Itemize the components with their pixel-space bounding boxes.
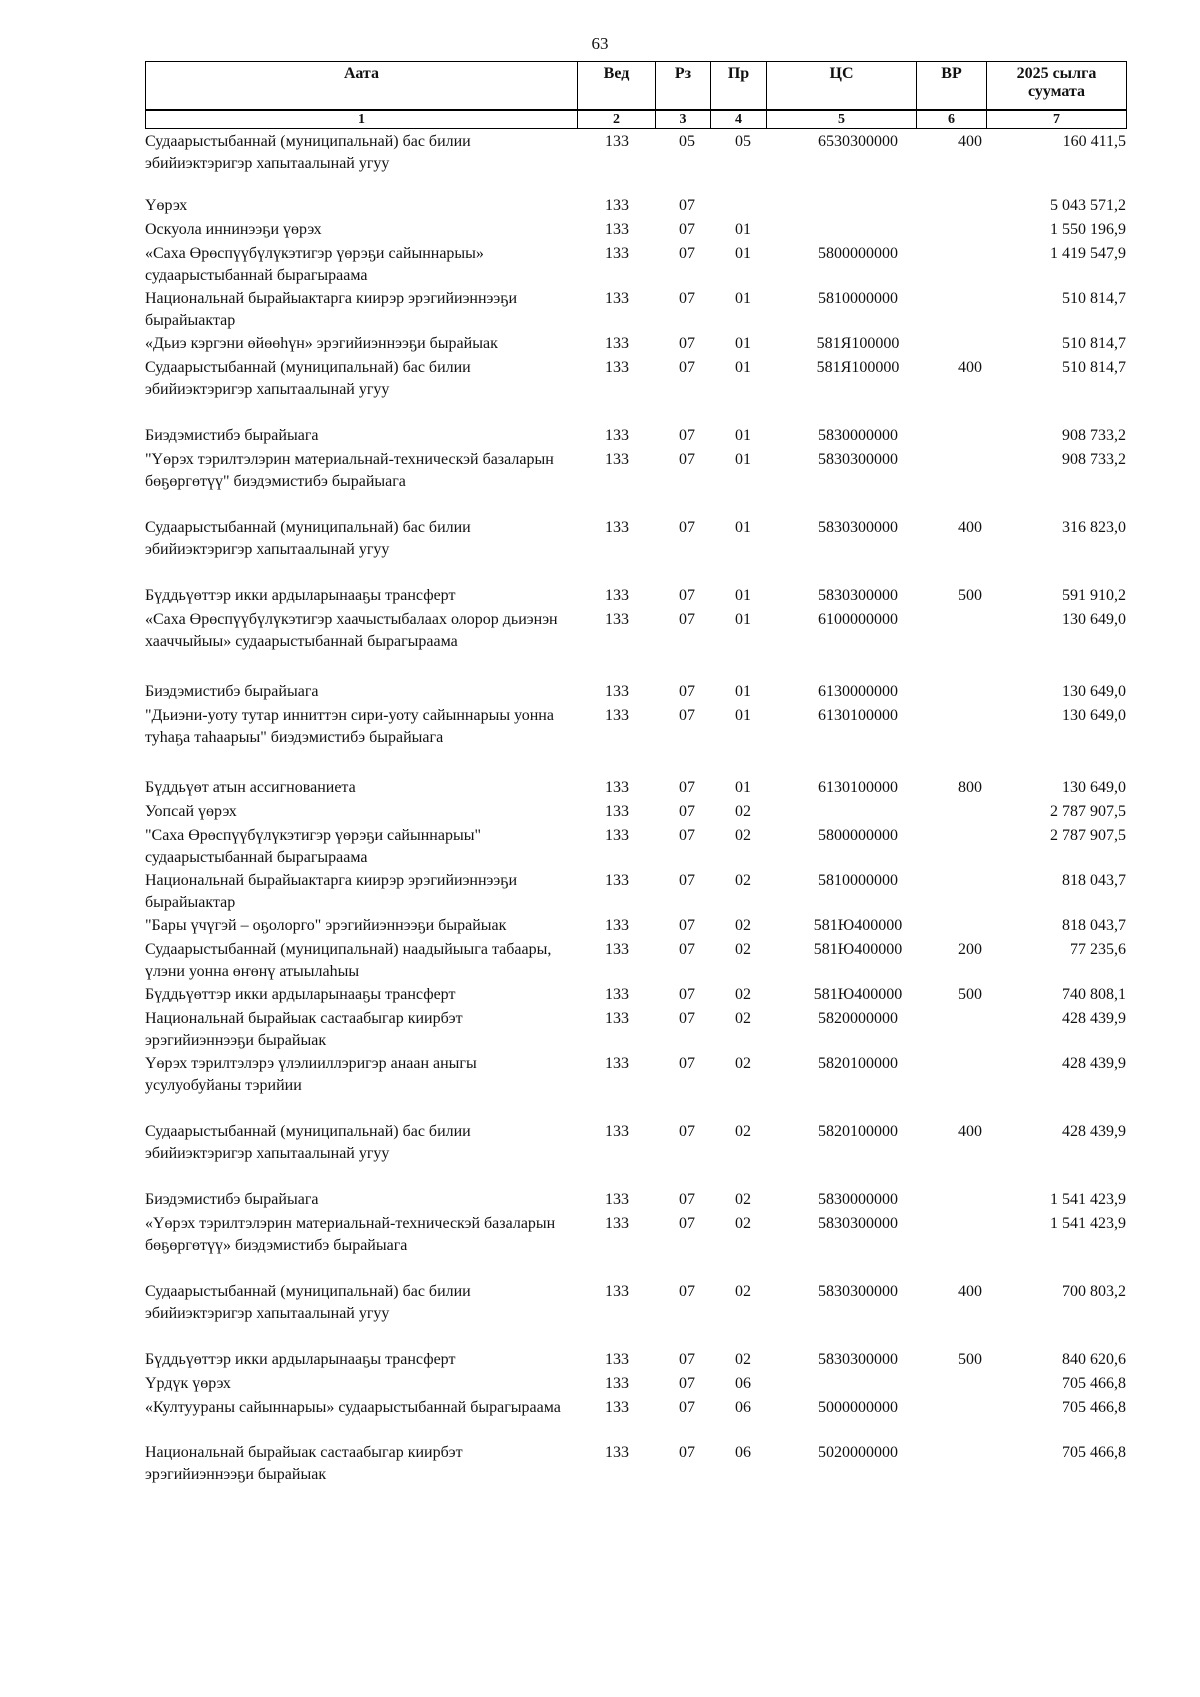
cell-rz: 07 bbox=[679, 221, 695, 238]
cell-cs: 5820100000 bbox=[818, 1055, 898, 1072]
cell-name: «Саха Өрөспүүбүлүкэтигэр хаачыстыбалаах олорор дьиэнэн хааччыйыы» судаарыстыбаннай бырагыраама bbox=[145, 611, 558, 650]
cell-ved: 133 bbox=[605, 451, 629, 468]
cell-rz: 07 bbox=[679, 290, 695, 307]
table-row bbox=[145, 939, 1126, 983]
header-num-4: 4 bbox=[711, 110, 767, 129]
cell-vr: 500 bbox=[958, 587, 982, 604]
cell-rz: 07 bbox=[679, 245, 695, 262]
cell-pr: 01 bbox=[735, 335, 751, 352]
cell-pr: 01 bbox=[735, 245, 751, 262]
cell-ved: 133 bbox=[605, 519, 629, 536]
table-row bbox=[145, 870, 1126, 914]
cell-pr: 06 bbox=[735, 1399, 751, 1416]
cell-pr: 01 bbox=[735, 519, 751, 536]
cell-pr: 01 bbox=[735, 611, 751, 628]
cell-rz: 07 bbox=[679, 359, 695, 376]
cell-ved: 133 bbox=[605, 1191, 629, 1208]
cell-sum: 818 043,7 bbox=[1062, 917, 1126, 934]
cell-pr: 01 bbox=[735, 683, 751, 700]
cell-ved: 133 bbox=[605, 803, 629, 820]
cell-ved: 133 bbox=[605, 611, 629, 628]
table-row bbox=[145, 1189, 1126, 1211]
cell-pr: 02 bbox=[735, 1215, 751, 1232]
cell-cs: 5800000000 bbox=[818, 245, 898, 262]
cell-vr: 400 bbox=[958, 1283, 982, 1300]
cell-name: Үөрэх тэрилтэлэрэ үлэлииллэригэр анаан аныгы усулуобуйаны тэрийии bbox=[145, 1055, 477, 1094]
cell-rz: 07 bbox=[679, 197, 695, 214]
cell-rz: 07 bbox=[679, 611, 695, 628]
table-row bbox=[145, 609, 1126, 653]
cell-ved: 133 bbox=[605, 872, 629, 889]
cell-pr: 02 bbox=[735, 1351, 751, 1368]
cell-pr: 02 bbox=[735, 1010, 751, 1027]
cell-rz: 07 bbox=[679, 1444, 695, 1461]
cell-ved: 133 bbox=[605, 1351, 629, 1368]
cell-sum: 591 910,2 bbox=[1062, 587, 1126, 604]
cell-pr: 06 bbox=[735, 1375, 751, 1392]
cell-name: Бүддьүөт атын ассигнованиета bbox=[145, 779, 356, 796]
cell-rz: 07 bbox=[679, 707, 695, 724]
cell-ved: 133 bbox=[605, 683, 629, 700]
cell-ved: 133 bbox=[605, 359, 629, 376]
cell-cs: 5830300000 bbox=[818, 1283, 898, 1300]
cell-rz: 07 bbox=[679, 1215, 695, 1232]
cell-ved: 133 bbox=[605, 941, 629, 958]
table-row bbox=[145, 1281, 1126, 1325]
cell-sum: 818 043,7 bbox=[1062, 872, 1126, 889]
cell-ved: 133 bbox=[605, 779, 629, 796]
cell-cs: 6100000000 bbox=[818, 611, 898, 628]
cell-name: Бүддьүөттэр икки ардыларынааҕы трансферт bbox=[145, 986, 456, 1003]
cell-pr: 02 bbox=[735, 941, 751, 958]
cell-cs: 5820000000 bbox=[818, 1010, 898, 1027]
header-ved: Вед bbox=[578, 62, 656, 111]
table-row bbox=[145, 1053, 1126, 1097]
cell-name: «Култуураны сайыннарыы» судаарыстыбаннай бырагыраама bbox=[145, 1399, 561, 1416]
cell-rz: 07 bbox=[679, 1055, 695, 1072]
header-vr: ВР bbox=[917, 62, 987, 111]
cell-rz: 07 bbox=[679, 1351, 695, 1368]
cell-pr: 01 bbox=[735, 451, 751, 468]
cell-name: Бүддьүөттэр икки ардыларынааҕы трансферт bbox=[145, 1351, 456, 1368]
cell-vr: 400 bbox=[958, 519, 982, 536]
cell-vr: 400 bbox=[958, 359, 982, 376]
table-row bbox=[145, 1349, 1126, 1371]
cell-ved: 133 bbox=[605, 245, 629, 262]
cell-pr: 02 bbox=[735, 1191, 751, 1208]
cell-sum: 2 787 907,5 bbox=[1050, 827, 1126, 844]
cell-cs: 581Я100000 bbox=[816, 335, 900, 352]
cell-cs: 5020000000 bbox=[818, 1444, 898, 1461]
table-row bbox=[145, 357, 1126, 401]
cell-name: "Дьиэни-уоту тутар инниттэн сири-уоту сайыннарыы уонна туһаҕа таһаарыы" биэдэмистибэ бырайыага bbox=[145, 707, 554, 746]
header-pr: Пр bbox=[711, 62, 767, 111]
cell-ved: 133 bbox=[605, 827, 629, 844]
cell-pr: 01 bbox=[735, 221, 751, 238]
cell-name: Национальнай бырайыактарга киирэр эрэгийиэннээҕи бырайыактар bbox=[145, 872, 518, 911]
cell-ved: 133 bbox=[605, 917, 629, 934]
cell-ved: 133 bbox=[605, 1444, 629, 1461]
cell-sum: 5 043 571,2 bbox=[1050, 197, 1126, 214]
cell-name: Судаарыстыбаннай (муниципальнай) бас билии эбийиэктэригэр хапытаалынай угуу bbox=[145, 1283, 471, 1322]
cell-ved: 133 bbox=[605, 986, 629, 1003]
cell-rz: 07 bbox=[679, 1010, 695, 1027]
cell-sum: 316 823,0 bbox=[1062, 519, 1126, 536]
cell-name: "Саха Өрөспүүбүлүкэтигэр үөрэҕи сайыннарыы" судаарыстыбаннай бырагыраама bbox=[145, 827, 481, 866]
cell-sum: 700 803,2 bbox=[1062, 1283, 1126, 1300]
header-name: Аата bbox=[146, 62, 578, 111]
cell-cs: 5830300000 bbox=[818, 587, 898, 604]
cell-sum: 908 733,2 bbox=[1062, 427, 1126, 444]
cell-cs: 6530300000 bbox=[818, 133, 898, 150]
cell-pr: 01 bbox=[735, 427, 751, 444]
cell-sum: 130 649,0 bbox=[1062, 707, 1126, 724]
cell-name: Оскуола иннинээҕи үөрэх bbox=[145, 221, 322, 238]
cell-rz: 07 bbox=[679, 427, 695, 444]
table-row bbox=[145, 681, 1126, 703]
table-row bbox=[145, 1008, 1126, 1052]
cell-name: Судаарыстыбаннай (муниципальнай) наадыйыыга табаары, үлэни уонна өҥөнү атыылаһыы bbox=[145, 941, 552, 980]
cell-ved: 133 bbox=[605, 1215, 629, 1232]
cell-pr: 05 bbox=[735, 133, 751, 150]
cell-vr: 400 bbox=[958, 1123, 982, 1140]
cell-rz: 07 bbox=[679, 779, 695, 796]
cell-rz: 07 bbox=[679, 335, 695, 352]
cell-cs: 5830300000 bbox=[818, 1351, 898, 1368]
cell-name: Судаарыстыбаннай (муниципальнай) бас билии эбийиэктэригэр хапытаалынай угуу bbox=[145, 133, 471, 172]
cell-name: Биэдэмистибэ бырайыага bbox=[145, 427, 319, 444]
table-row bbox=[145, 195, 1126, 217]
cell-pr: 02 bbox=[735, 1123, 751, 1140]
cell-pr: 01 bbox=[735, 290, 751, 307]
header-cs: ЦС bbox=[767, 62, 917, 111]
cell-ved: 133 bbox=[605, 1399, 629, 1416]
cell-name: Судаарыстыбаннай (муниципальнай) бас билии эбийиэктэригэр хапытаалынай угуу bbox=[145, 1123, 471, 1162]
cell-rz: 07 bbox=[679, 803, 695, 820]
cell-cs: 5830300000 bbox=[818, 451, 898, 468]
header-num-7: 7 bbox=[987, 110, 1127, 129]
cell-pr: 02 bbox=[735, 1055, 751, 1072]
cell-rz: 07 bbox=[679, 1123, 695, 1140]
cell-cs: 581Ю400000 bbox=[813, 941, 903, 958]
cell-cs: 581Я100000 bbox=[816, 359, 900, 376]
cell-sum: 510 814,7 bbox=[1062, 290, 1126, 307]
table-row bbox=[145, 585, 1126, 607]
cell-rz: 07 bbox=[679, 519, 695, 536]
cell-ved: 133 bbox=[605, 335, 629, 352]
cell-sum: 130 649,0 bbox=[1062, 779, 1126, 796]
cell-pr: 02 bbox=[735, 917, 751, 934]
cell-name: Судаарыстыбаннай (муниципальнай) бас билии эбийиэктэригэр хапытаалынай угуу bbox=[145, 519, 471, 558]
cell-sum: 1 419 547,9 bbox=[1050, 245, 1126, 262]
table-row bbox=[145, 915, 1126, 937]
cell-sum: 840 620,6 bbox=[1062, 1351, 1126, 1368]
cell-name: "Бары үчүгэй – оҕолорго" эрэгийиэннээҕи бырайыак bbox=[145, 917, 507, 934]
table-row bbox=[145, 449, 1126, 493]
header-num-6: 6 bbox=[917, 110, 987, 129]
cell-sum: 428 439,9 bbox=[1062, 1123, 1126, 1140]
cell-name: «Үөрэх тэрилтэлэрин материальнай-техническэй базаларын бөҕөргөтүү» биэдэмистибэ бырайыага bbox=[145, 1215, 556, 1254]
cell-rz: 07 bbox=[679, 1399, 695, 1416]
table-row bbox=[145, 825, 1126, 869]
cell-cs: 6130100000 bbox=[818, 707, 898, 724]
cell-name: Национальнай бырайыактарга киирэр эрэгийиэннээҕи бырайыактар bbox=[145, 290, 518, 329]
cell-cs: 5820100000 bbox=[818, 1123, 898, 1140]
cell-ved: 133 bbox=[605, 1055, 629, 1072]
cell-cs: 581Ю400000 bbox=[813, 986, 903, 1003]
cell-cs: 5830000000 bbox=[818, 427, 898, 444]
cell-name: «Саха Өрөспүүбүлүкэтигэр үөрэҕи сайыннарыы» судаарыстыбаннай бырагыраама bbox=[145, 245, 484, 284]
table-row bbox=[145, 1442, 1126, 1486]
table-row bbox=[145, 705, 1126, 749]
cell-ved: 133 bbox=[605, 290, 629, 307]
cell-ved: 133 bbox=[605, 221, 629, 238]
cell-sum: 160 411,5 bbox=[1062, 133, 1126, 150]
table-row bbox=[145, 333, 1126, 355]
cell-sum: 1 541 423,9 bbox=[1050, 1191, 1126, 1208]
table-row bbox=[145, 517, 1126, 561]
table-row bbox=[145, 219, 1126, 241]
cell-cs: 5830000000 bbox=[818, 1191, 898, 1208]
cell-sum: 77 235,6 bbox=[1070, 941, 1126, 958]
cell-pr: 01 bbox=[735, 779, 751, 796]
cell-cs: 5800000000 bbox=[818, 827, 898, 844]
table-row bbox=[145, 1213, 1126, 1257]
table-row bbox=[145, 1373, 1126, 1395]
cell-pr: 02 bbox=[735, 827, 751, 844]
cell-name: Биэдэмистибэ бырайыага bbox=[145, 683, 319, 700]
cell-cs: 5810000000 bbox=[818, 290, 898, 307]
cell-cs: 5830300000 bbox=[818, 519, 898, 536]
table-header bbox=[145, 61, 1127, 129]
cell-ved: 133 bbox=[605, 707, 629, 724]
cell-pr: 02 bbox=[735, 1283, 751, 1300]
cell-rz: 07 bbox=[679, 827, 695, 844]
header-rz: Рз bbox=[656, 62, 711, 111]
cell-name: Судаарыстыбаннай (муниципальнай) бас билии эбийиэктэригэр хапытаалынай угуу bbox=[145, 359, 471, 398]
table-row bbox=[145, 984, 1126, 1006]
cell-name: Национальнай бырайыак састаабыгар киирбэт эрэгийиэннээҕи бырайыак bbox=[145, 1444, 463, 1483]
cell-rz: 07 bbox=[679, 917, 695, 934]
cell-name: "Үөрэх тэрилтэлэрин материальнай-техническэй базаларын бөҕөргөтүү" биэдэмистибэ бырайыага bbox=[145, 451, 554, 490]
cell-sum: 130 649,0 bbox=[1062, 611, 1126, 628]
cell-rz: 07 bbox=[679, 451, 695, 468]
cell-pr: 01 bbox=[735, 587, 751, 604]
header-num-1: 1 bbox=[146, 110, 578, 129]
cell-ved: 133 bbox=[605, 1375, 629, 1392]
cell-sum: 908 733,2 bbox=[1062, 451, 1126, 468]
cell-vr: 200 bbox=[958, 941, 982, 958]
cell-sum: 1 550 196,9 bbox=[1050, 221, 1126, 238]
cell-cs: 5810000000 bbox=[818, 872, 898, 889]
cell-cs: 5000000000 bbox=[818, 1399, 898, 1416]
cell-vr: 400 bbox=[958, 133, 982, 150]
cell-rz: 07 bbox=[679, 1283, 695, 1300]
cell-rz: 07 bbox=[679, 941, 695, 958]
cell-name: Үрдүк үөрэх bbox=[145, 1375, 231, 1392]
cell-sum: 705 466,8 bbox=[1062, 1399, 1126, 1416]
cell-vr: 500 bbox=[958, 1351, 982, 1368]
cell-pr: 01 bbox=[735, 707, 751, 724]
cell-pr: 02 bbox=[735, 986, 751, 1003]
table-row bbox=[145, 243, 1126, 287]
cell-rz: 07 bbox=[679, 1191, 695, 1208]
cell-rz: 07 bbox=[679, 683, 695, 700]
cell-rz: 07 bbox=[679, 872, 695, 889]
cell-pr: 06 bbox=[735, 1444, 751, 1461]
cell-name: «Дьиэ кэргэни өйөөһүн» эрэгийиэннээҕи бырайыак bbox=[145, 335, 498, 352]
cell-sum: 705 466,8 bbox=[1062, 1444, 1126, 1461]
cell-ved: 133 bbox=[605, 1283, 629, 1300]
cell-pr: 02 bbox=[735, 872, 751, 889]
header-num-2: 2 bbox=[578, 110, 656, 129]
table-row bbox=[145, 801, 1126, 823]
cell-ved: 133 bbox=[605, 133, 629, 150]
cell-rz: 07 bbox=[679, 1375, 695, 1392]
cell-sum: 510 814,7 bbox=[1062, 359, 1126, 376]
table-row bbox=[145, 1397, 1126, 1419]
cell-name: Уопсай үөрэх bbox=[145, 803, 237, 820]
cell-name: Биэдэмистибэ бырайыага bbox=[145, 1191, 319, 1208]
cell-ved: 133 bbox=[605, 1123, 629, 1140]
cell-sum: 1 541 423,9 bbox=[1050, 1215, 1126, 1232]
cell-pr: 01 bbox=[735, 359, 751, 376]
cell-sum: 428 439,9 bbox=[1062, 1010, 1126, 1027]
cell-sum: 2 787 907,5 bbox=[1050, 803, 1126, 820]
cell-cs: 6130100000 bbox=[818, 779, 898, 796]
cell-rz: 05 bbox=[679, 133, 695, 150]
cell-cs: 5830300000 bbox=[818, 1215, 898, 1232]
cell-rz: 07 bbox=[679, 587, 695, 604]
cell-ved: 133 bbox=[605, 587, 629, 604]
cell-ved: 133 bbox=[605, 197, 629, 214]
table-row bbox=[145, 288, 1126, 332]
cell-rz: 07 bbox=[679, 986, 695, 1003]
cell-vr: 800 bbox=[958, 779, 982, 796]
cell-ved: 133 bbox=[605, 427, 629, 444]
cell-name: Национальнай бырайыак састаабыгар киирбэт эрэгийиэннээҕи бырайыак bbox=[145, 1010, 463, 1049]
cell-sum: 130 649,0 bbox=[1062, 683, 1126, 700]
cell-pr: 02 bbox=[735, 803, 751, 820]
cell-name: Бүддьүөттэр икки ардыларынааҕы трансферт bbox=[145, 587, 456, 604]
cell-sum: 740 808,1 bbox=[1062, 986, 1126, 1003]
cell-cs: 6130000000 bbox=[818, 683, 898, 700]
table-row bbox=[145, 1121, 1126, 1165]
cell-name: Үөрэх bbox=[145, 197, 188, 214]
cell-sum: 428 439,9 bbox=[1062, 1055, 1126, 1072]
header-num-5: 5 bbox=[767, 110, 917, 129]
table-row bbox=[145, 131, 1126, 175]
cell-ved: 133 bbox=[605, 1010, 629, 1027]
cell-sum: 510 814,7 bbox=[1062, 335, 1126, 352]
header-sum: 2025 сылга суумата bbox=[987, 62, 1127, 111]
cell-cs: 581Ю400000 bbox=[813, 917, 903, 934]
page-number: 63 bbox=[591, 34, 609, 53]
table-row bbox=[145, 425, 1126, 447]
header-num-3: 3 bbox=[656, 110, 711, 129]
cell-sum: 705 466,8 bbox=[1062, 1375, 1126, 1392]
table-row bbox=[145, 777, 1126, 799]
cell-vr: 500 bbox=[958, 986, 982, 1003]
